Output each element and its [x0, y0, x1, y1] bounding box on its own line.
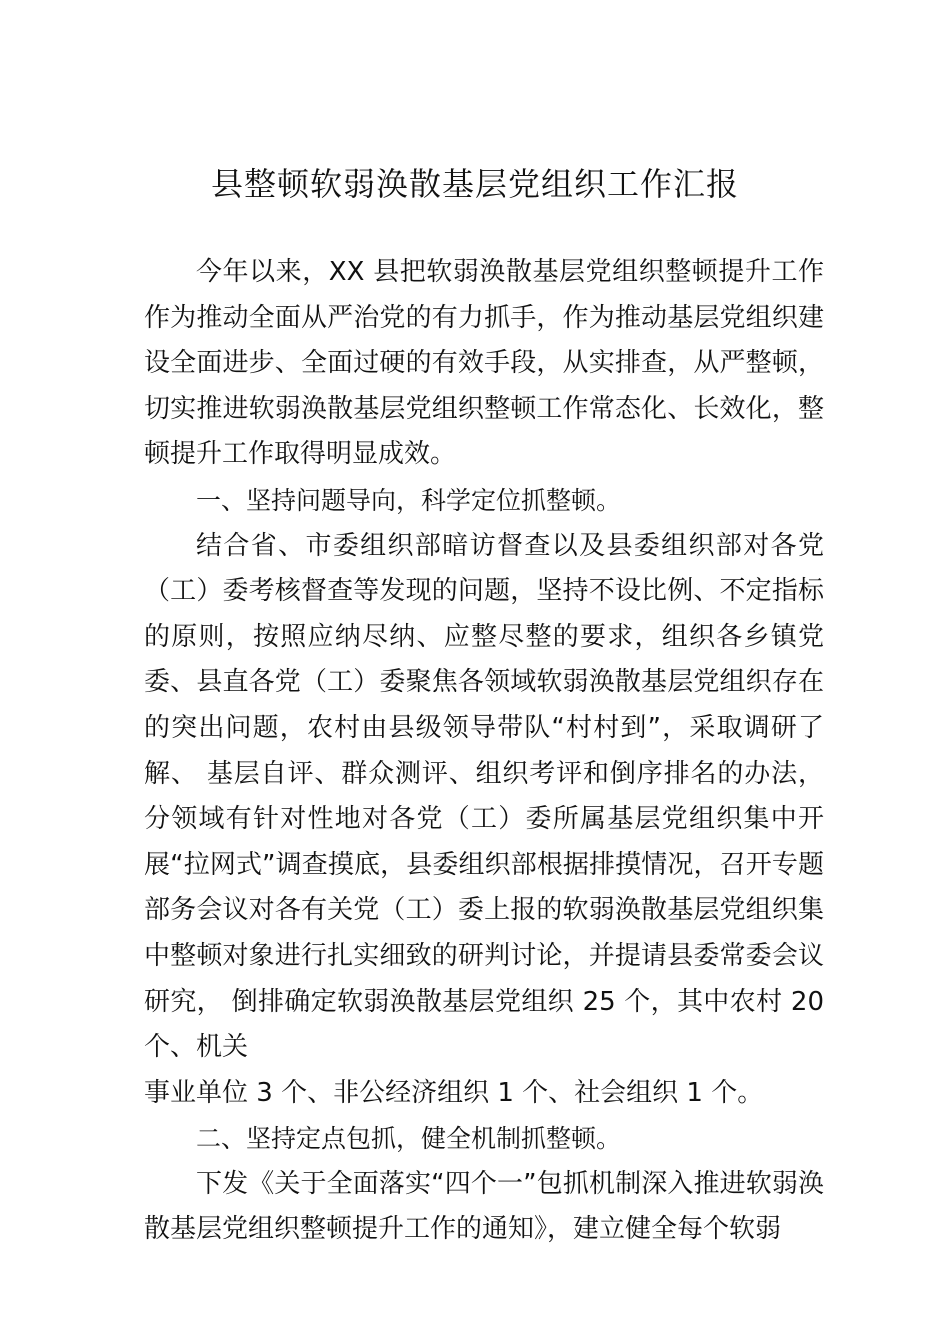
paragraph-section-1-continuation: 事业单位 3 个、非公经济组织 1 个、社会组织 1 个。 [144, 1077, 764, 1108]
document-body [144, 250, 824, 1253]
paragraph-section-2: 下发《关于全面落实“四个一”包抓机制深入推进软弱涣散基层党组织整顿提升工作的通知》，建立健全每个软弱 [144, 1168, 824, 1245]
document-title: 县整顿软弱涣散基层党组织工作汇报 [210, 165, 739, 203]
section-heading-1: 一、坚持问题导向，科学定位抓整顿。 [196, 485, 622, 515]
section-heading-2: 二、坚持定点包抓，健全机制抓整顿。 [196, 1124, 622, 1154]
paragraph-section-1: 结合省、市委组织部暗访督查以及县委组织部对各党（工）委考核督查等发现的问题，坚持不设比例、不定指标的原则，按照应纳尽纳、应整尽整的要求，组织各乡镇党委、县直各党（工）委聚焦各领域软弱涣散基层党组织存在的突出问题，农村由县级领导带队“村村到”，采取调研了解、 基层自评、群众测评、组织考评和倒序排名的办法，分领域有针对性地对各党（工）委所属基层党组织集中开展“拉网式”调查摸底，县委组织部根据排摸情况，召开专题部务会议对各有关党（工）委上报的软弱涣散基层党组织集中整顿对象进行扎实细致的研判讨论，并提请县委常委会议研究， 倒排确定软弱涣散基层党组织 25 个，其中农村 20 个、机关 [144, 530, 824, 1063]
paragraph-intro: 今年以来，XX 县把软弱涣散基层党组织整顿提升工作作为推动全面从严治党的有力抓手，作为推动基层党组织建设全面进步、全面过硬的有效手段，从实排查，从严整顿， 切实推进软弱涣散基层党组织整顿工作常态化、长效化，整顿提升工作取得明显成效。 [144, 257, 824, 470]
